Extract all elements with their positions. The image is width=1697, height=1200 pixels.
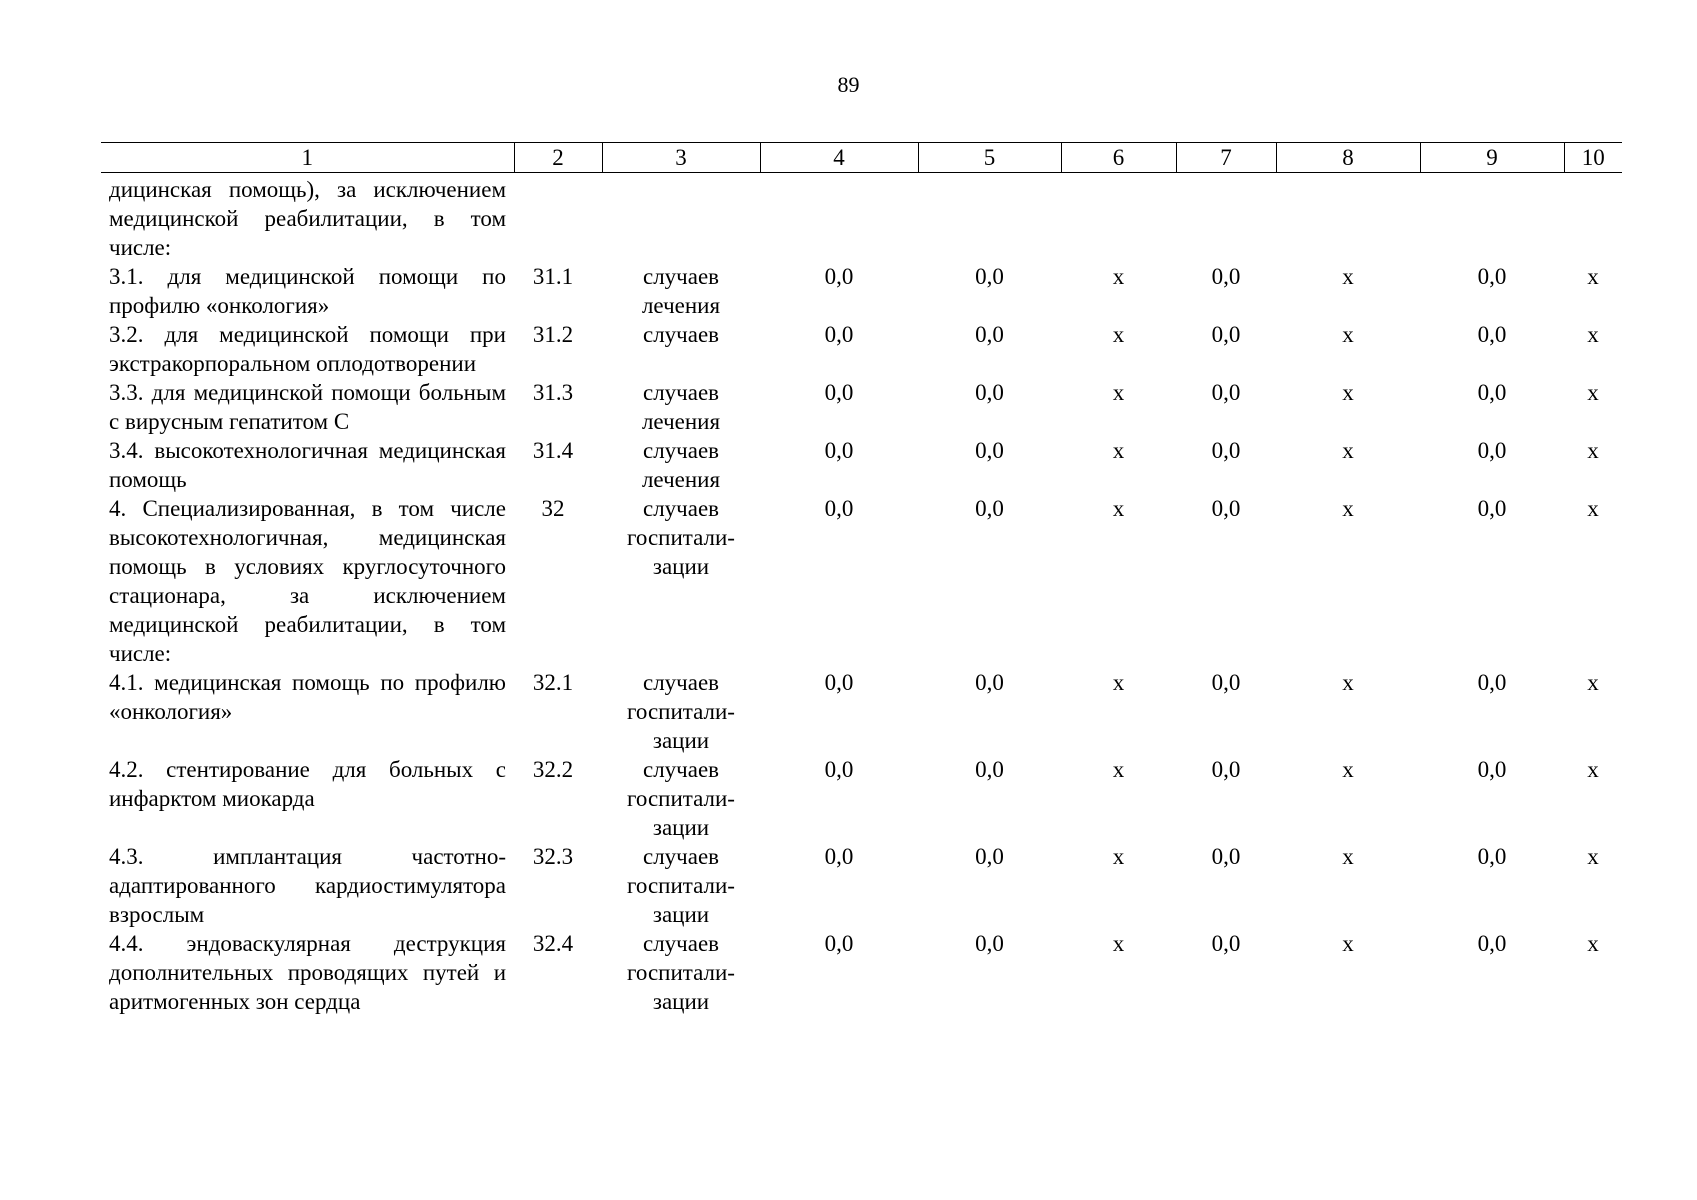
row-col-10: х: [1587, 264, 1599, 289]
header-col-2: 2: [514, 143, 602, 173]
table-row: [101, 494, 1622, 668]
row-name: 3.3. для медицинской помощи больным с вирусным гепатитом С: [109, 380, 506, 434]
header-col-10: 10: [1564, 143, 1622, 173]
table-row: [101, 755, 1622, 842]
row-col-5: 0,0: [975, 322, 1004, 347]
header-col-9: 9: [1420, 143, 1564, 173]
header-col-4: 4: [760, 143, 918, 173]
row-name: 3.1. для медицинской помощи по профилю «онкология»: [109, 264, 506, 318]
row-col-6: х: [1112, 844, 1125, 869]
row-col-4: 0,0: [824, 264, 854, 289]
row-col-8: х: [1342, 264, 1354, 289]
row-unit: случаев: [642, 322, 720, 347]
data-table: [101, 142, 1622, 1016]
row-col-6: х: [1112, 438, 1125, 463]
row-col-9: 0,0: [1477, 844, 1507, 869]
row-name: 4.1. медицинская помощь по профилю «онкология»: [109, 670, 506, 724]
row-unit: случаев госпитали- зации: [627, 844, 735, 927]
row-col-4: 0,0: [824, 438, 854, 463]
row-col-6: х: [1112, 931, 1125, 956]
row-col-10: х: [1587, 322, 1599, 347]
row-col-8: х: [1342, 380, 1354, 405]
row-col-8: х: [1342, 844, 1354, 869]
row-col-8: х: [1342, 438, 1354, 463]
row-unit: случаев госпитали- зации: [627, 757, 735, 840]
table-row: [101, 262, 1622, 320]
row-col-8: [1276, 173, 1420, 263]
row-col-9: 0,0: [1477, 322, 1507, 347]
row-code: 32.3: [532, 844, 574, 869]
row-col-6: х: [1112, 757, 1125, 782]
row-col-10: х: [1587, 438, 1599, 463]
table-row: [101, 173, 1622, 263]
row-col-8: х: [1342, 322, 1354, 347]
row-col-5: 0,0: [975, 931, 1004, 956]
table-body: [101, 173, 1622, 1017]
row-col-4: 0,0: [824, 931, 854, 956]
row-col-9: 0,0: [1477, 496, 1507, 521]
row-col-5: 0,0: [975, 496, 1004, 521]
row-col-7: 0,0: [1211, 264, 1241, 289]
row-unit: случаев госпитали- зации: [627, 670, 735, 753]
row-unit: случаев лечения: [641, 438, 721, 492]
row-col-5: 0,0: [975, 380, 1004, 405]
row-col-10: х: [1587, 496, 1599, 521]
row-col-8: х: [1342, 931, 1354, 956]
row-col-4: [760, 173, 918, 263]
row-col-10: [1564, 173, 1622, 263]
row-col-10: х: [1587, 380, 1599, 405]
row-col-10: х: [1587, 931, 1599, 956]
row-col-7: 0,0: [1211, 931, 1241, 956]
header-col-6: 6: [1061, 143, 1176, 173]
row-col-5: 0,0: [975, 670, 1004, 695]
table-row: [101, 842, 1622, 929]
row-unit: случаев госпитали- зации: [627, 496, 735, 579]
header-row: [101, 143, 1622, 173]
row-col-9: 0,0: [1477, 264, 1507, 289]
row-col-8: х: [1342, 496, 1354, 521]
row-col-10: х: [1587, 757, 1599, 782]
row-name: 4. Специализированная, в том числе высокотехнологичная, медицинская помощь в условиях круглосуточного стационара, за исключением медицинской реабилитации, в том числе:: [109, 496, 506, 666]
row-unit: случаев лечения: [641, 380, 721, 434]
row-col-6: х: [1112, 264, 1125, 289]
row-col-10: х: [1587, 670, 1599, 695]
row-col-5: 0,0: [975, 844, 1004, 869]
row-col-6: х: [1112, 322, 1125, 347]
row-code: 31.1: [532, 264, 574, 289]
row-col-7: 0,0: [1211, 322, 1241, 347]
header-col-8: 8: [1276, 143, 1420, 173]
row-name: дицинская помощь), за исключением медицинской реабилитации, в том числе:: [109, 177, 506, 260]
row-col-5: 0,0: [975, 757, 1004, 782]
header-col-7: 7: [1176, 143, 1276, 173]
row-col-4: 0,0: [824, 496, 854, 521]
row-col-4: 0,0: [824, 757, 854, 782]
row-code: 31.2: [532, 322, 574, 347]
row-code: [514, 173, 602, 263]
row-col-9: 0,0: [1477, 670, 1507, 695]
row-code: 32.4: [532, 931, 574, 956]
row-col-4: 0,0: [824, 844, 854, 869]
header-col-3: 3: [602, 143, 760, 173]
table-row: [101, 929, 1622, 1016]
row-code: 31.3: [532, 380, 574, 405]
row-col-4: 0,0: [824, 380, 854, 405]
row-col-6: х: [1112, 380, 1125, 405]
row-col-5: [918, 173, 1061, 263]
page-number: 89: [837, 72, 860, 97]
row-col-9: 0,0: [1477, 380, 1507, 405]
row-col-6: х: [1112, 670, 1125, 695]
row-col-8: х: [1342, 670, 1354, 695]
row-col-7: 0,0: [1211, 496, 1241, 521]
row-col-5: 0,0: [975, 264, 1004, 289]
row-code: 32.1: [532, 670, 574, 695]
header-col-5: 5: [918, 143, 1061, 173]
table-row: [101, 668, 1622, 755]
row-col-7: 0,0: [1211, 844, 1241, 869]
row-code: 31.4: [532, 438, 574, 463]
row-col-4: 0,0: [824, 670, 854, 695]
row-name: 4.3. имплантация частотно-адаптированного кардиостимулятора взрослым: [109, 844, 506, 927]
row-name: 3.2. для медицинской помощи при экстракорпоральном оплодотворении: [109, 322, 506, 376]
table-row: [101, 320, 1622, 378]
row-name: 4.4. эндоваскулярная деструкция дополнительных проводящих путей и аритмогенных зон сердца: [109, 931, 506, 1014]
row-col-7: 0,0: [1211, 380, 1241, 405]
row-col-6: [1061, 173, 1176, 263]
row-code: 32: [541, 496, 565, 521]
row-code: 32.2: [532, 757, 574, 782]
table-row: [101, 378, 1622, 436]
row-col-10: х: [1587, 844, 1599, 869]
row-col-4: 0,0: [824, 322, 854, 347]
row-col-9: 0,0: [1477, 757, 1507, 782]
row-col-7: 0,0: [1211, 438, 1241, 463]
row-unit: случаев госпитали- зации: [627, 931, 735, 1014]
header-col-1: 1: [101, 143, 514, 173]
row-col-9: [1420, 173, 1564, 263]
row-col-9: 0,0: [1477, 931, 1507, 956]
row-col-8: х: [1342, 757, 1354, 782]
row-col-7: 0,0: [1211, 757, 1241, 782]
row-col-7: [1176, 173, 1276, 263]
row-col-6: х: [1112, 496, 1125, 521]
row-col-5: 0,0: [975, 438, 1004, 463]
row-col-9: 0,0: [1477, 438, 1507, 463]
row-name: 4.2. стентирование для больных с инфарктом миокарда: [109, 757, 506, 811]
row-unit: случаев лечения: [641, 264, 721, 318]
row-col-7: 0,0: [1211, 670, 1241, 695]
row-unit: [602, 173, 760, 263]
table-row: [101, 436, 1622, 494]
row-name: 3.4. высокотехнологичная медицинская помощь: [109, 438, 506, 492]
table-header: [101, 143, 1622, 173]
